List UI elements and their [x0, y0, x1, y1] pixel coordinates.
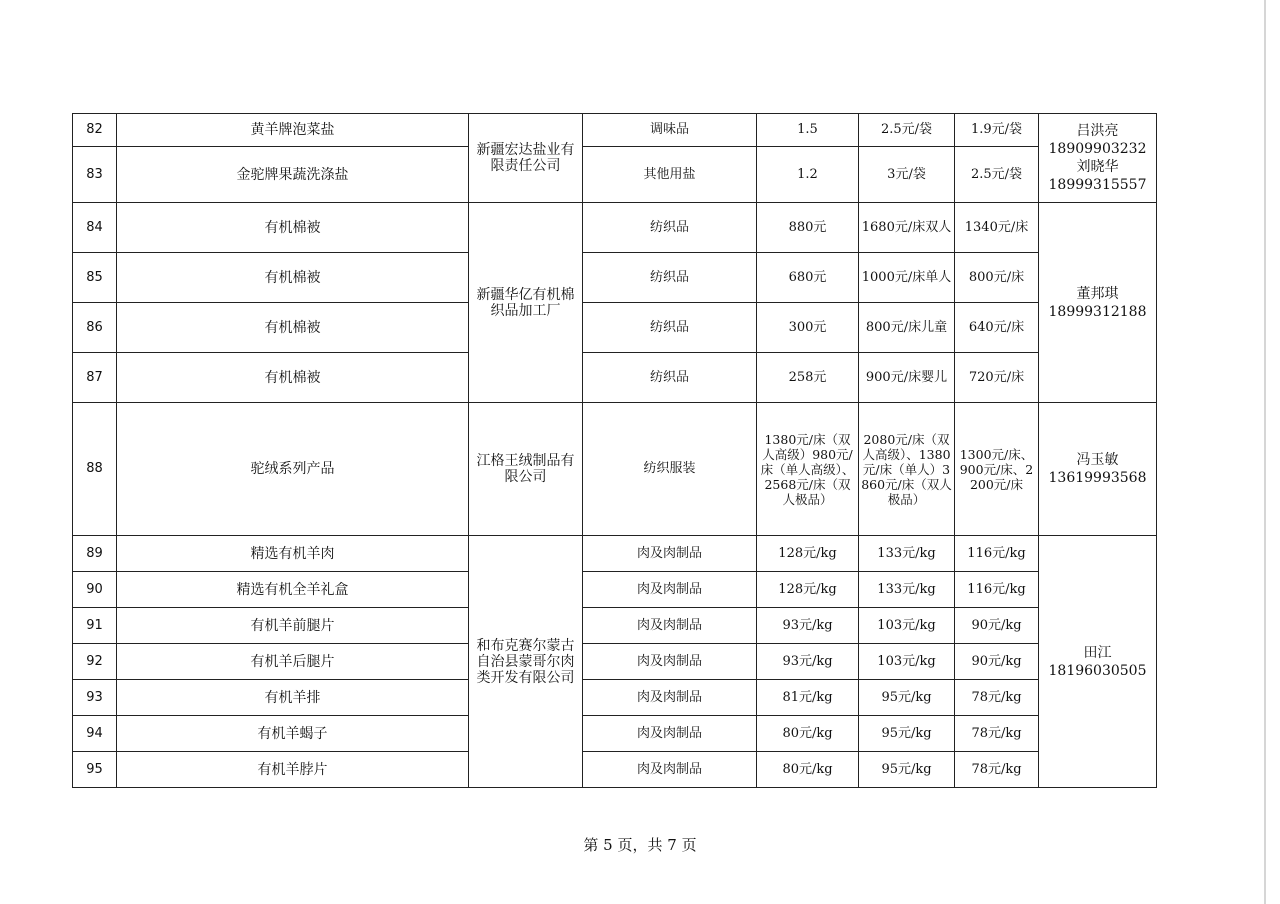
table-row	[73, 403, 1157, 536]
contact-name: 董邦琪	[1076, 285, 1119, 302]
product-name: 有机棉被	[117, 303, 469, 353]
price-1: 128元/kg	[757, 572, 859, 608]
contact-phone: 18909903232	[1048, 141, 1147, 157]
row-number: 93	[73, 680, 117, 716]
company-name: 和布克赛尔蒙古自治县蒙哥尔肉类开发有限公司	[469, 536, 583, 788]
contact	[1039, 114, 1157, 203]
price-3: 78元/kg	[955, 680, 1039, 716]
price-2: 2.5元/袋	[859, 114, 955, 147]
category: 纺织品	[583, 303, 757, 353]
price-1: 1.5	[757, 114, 859, 147]
row-number: 84	[73, 203, 117, 253]
price-3: 116元/kg	[955, 536, 1039, 572]
table-row	[73, 572, 1157, 608]
price-3: 2.5元/袋	[955, 147, 1039, 203]
price-3: 78元/kg	[955, 716, 1039, 752]
price-2: 2080元/床（双人高级）、1380元/床（单人）3860元/床（双人极品）	[859, 403, 955, 536]
contact-name: 吕洪亮	[1076, 123, 1119, 139]
product-name: 有机棉被	[117, 253, 469, 303]
table-row	[73, 716, 1157, 752]
price-2: 133元/kg	[859, 572, 955, 608]
row-number: 82	[73, 114, 117, 147]
contact-phone: 18999312188	[1048, 303, 1147, 320]
table-row	[73, 203, 1157, 253]
row-number: 86	[73, 303, 117, 353]
product-name: 有机棉被	[117, 353, 469, 403]
category: 纺织服装	[583, 403, 757, 536]
category: 其他用盐	[583, 147, 757, 203]
price-2: 3元/袋	[859, 147, 955, 203]
price-2: 900元/床婴儿	[859, 353, 955, 403]
product-name: 黄羊牌泡菜盐	[117, 114, 469, 147]
row-number: 88	[73, 403, 117, 536]
row-number: 92	[73, 644, 117, 680]
price-1: 880元	[757, 203, 859, 253]
price-3: 1.9元/袋	[955, 114, 1039, 147]
category: 调味品	[583, 114, 757, 147]
price-3: 1300元/床、900元/床、2200元/床	[955, 403, 1039, 536]
table-row	[73, 680, 1157, 716]
price-1: 93元/kg	[757, 608, 859, 644]
product-name: 有机棉被	[117, 203, 469, 253]
company-name: 江格王绒制品有限公司	[469, 403, 583, 536]
row-number: 91	[73, 608, 117, 644]
row-number: 90	[73, 572, 117, 608]
price-2: 103元/kg	[859, 644, 955, 680]
price-2: 95元/kg	[859, 716, 955, 752]
contact-name: 田江	[1083, 644, 1112, 661]
contact-name: 刘晓华	[1076, 159, 1119, 175]
contact-name: 冯玉敏	[1076, 452, 1119, 468]
price-3: 90元/kg	[955, 644, 1039, 680]
price-2: 800元/床儿童	[859, 303, 955, 353]
row-number: 89	[73, 536, 117, 572]
category: 肉及肉制品	[583, 680, 757, 716]
price-2: 103元/kg	[859, 608, 955, 644]
table-row	[73, 253, 1157, 303]
price-3: 800元/床	[955, 253, 1039, 303]
contact-phone: 18999315557	[1048, 177, 1147, 193]
price-3: 116元/kg	[955, 572, 1039, 608]
price-2: 1000元/床单人	[859, 253, 955, 303]
row-number: 87	[73, 353, 117, 403]
page-footer: 第 5 页，共 7 页	[583, 836, 697, 854]
product-name: 金驼牌果蔬洗涤盐	[117, 147, 469, 203]
table-row	[73, 644, 1157, 680]
category: 肉及肉制品	[583, 716, 757, 752]
product-name: 有机羊蝎子	[117, 716, 469, 752]
table-row	[73, 114, 1157, 147]
row-number: 83	[73, 147, 117, 203]
company-name: 新疆华亿有机棉织品加工厂	[469, 203, 583, 403]
price-1: 80元/kg	[757, 752, 859, 788]
product-name: 驼绒系列产品	[117, 403, 469, 536]
price-1: 80元/kg	[757, 716, 859, 752]
scan-edge	[1264, 0, 1266, 904]
row-number: 85	[73, 253, 117, 303]
contact	[1039, 536, 1157, 788]
price-1: 680元	[757, 253, 859, 303]
price-3: 640元/床	[955, 303, 1039, 353]
price-3: 1340元/床	[955, 203, 1039, 253]
product-price-table	[72, 113, 1157, 788]
price-3: 720元/床	[955, 353, 1039, 403]
product-name: 精选有机全羊礼盒	[117, 572, 469, 608]
category: 纺织品	[583, 203, 757, 253]
product-name: 有机羊后腿片	[117, 644, 469, 680]
table-row	[73, 353, 1157, 403]
table-row	[73, 303, 1157, 353]
price-1: 300元	[757, 303, 859, 353]
table-row	[73, 752, 1157, 788]
price-1: 128元/kg	[757, 536, 859, 572]
row-number: 94	[73, 716, 117, 752]
price-2: 1680元/床双人	[859, 203, 955, 253]
category: 肉及肉制品	[583, 608, 757, 644]
price-3: 78元/kg	[955, 752, 1039, 788]
contact-phone: 13619993568	[1048, 470, 1147, 486]
category: 肉及肉制品	[583, 752, 757, 788]
price-3: 90元/kg	[955, 608, 1039, 644]
price-2: 95元/kg	[859, 680, 955, 716]
category: 纺织品	[583, 353, 757, 403]
contact-phone: 18196030505	[1048, 662, 1147, 679]
product-name: 有机羊脖片	[117, 752, 469, 788]
price-1: 1.2	[757, 147, 859, 203]
price-2: 133元/kg	[859, 536, 955, 572]
price-1: 258元	[757, 353, 859, 403]
price-1: 93元/kg	[757, 644, 859, 680]
product-name: 有机羊排	[117, 680, 469, 716]
table-row	[73, 608, 1157, 644]
price-1: 81元/kg	[757, 680, 859, 716]
row-number: 95	[73, 752, 117, 788]
price-1: 1380元/床（双人高级）980元/床（单人高级）、2568元/床（双人极品）	[757, 403, 859, 536]
category: 肉及肉制品	[583, 536, 757, 572]
product-name: 有机羊前腿片	[117, 608, 469, 644]
category: 肉及肉制品	[583, 572, 757, 608]
contact	[1039, 203, 1157, 403]
category: 纺织品	[583, 253, 757, 303]
company-name: 新疆宏达盐业有限责任公司	[469, 114, 583, 203]
price-2: 95元/kg	[859, 752, 955, 788]
contact	[1039, 403, 1157, 536]
category: 肉及肉制品	[583, 644, 757, 680]
table-row	[73, 147, 1157, 203]
product-name: 精选有机羊肉	[117, 536, 469, 572]
table-row	[73, 536, 1157, 572]
